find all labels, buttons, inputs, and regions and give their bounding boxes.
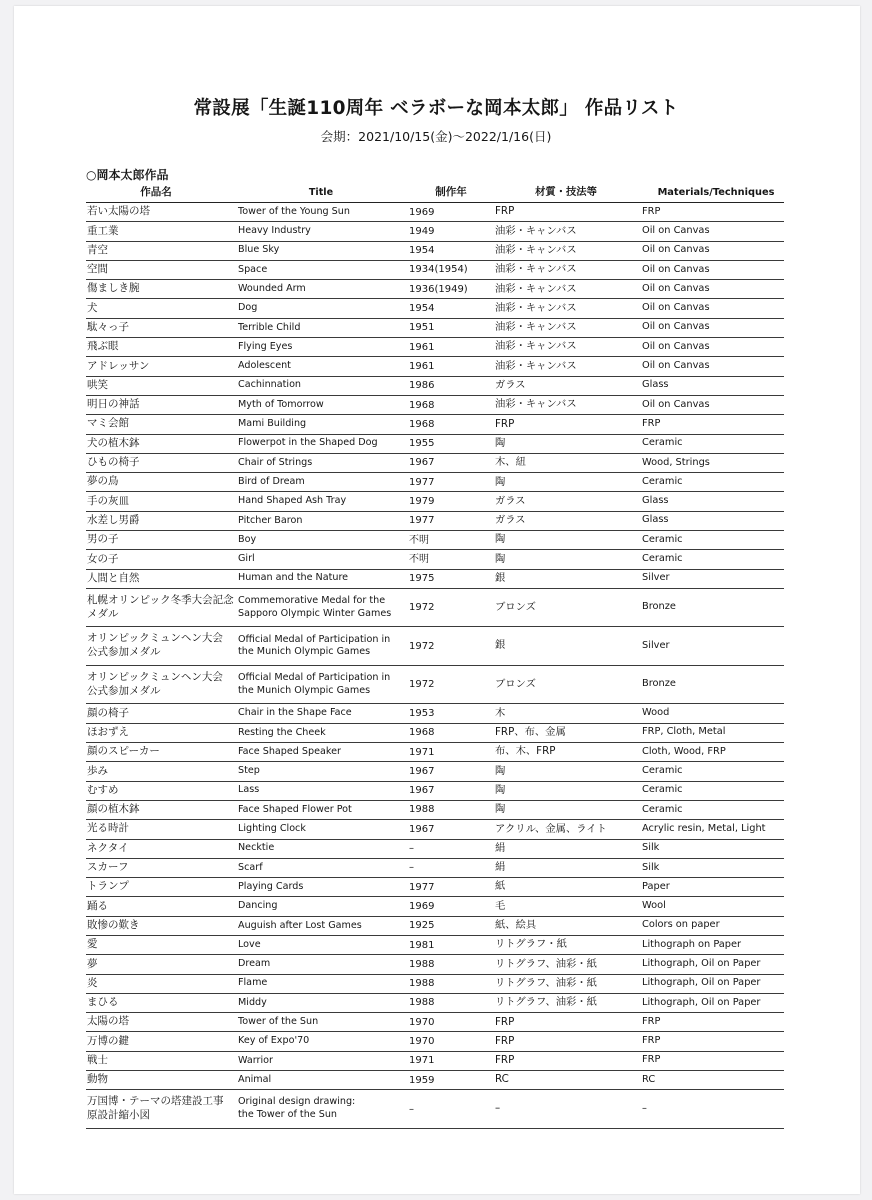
cell-title-en: Tower of the Sun [238, 1016, 319, 1027]
cell-material-en: Acrylic resin, Metal, Light [642, 822, 766, 834]
cell-title-ja: 戦士 [87, 1054, 108, 1066]
cell-title-ja: 夢の鳥 [87, 475, 119, 488]
cell-title-ja: 明日の神話 [87, 398, 140, 411]
cell-material-en: Silver [642, 639, 670, 651]
cell-material-ja: 油彩・キャンバス [495, 301, 577, 314]
table-row [86, 589, 784, 628]
cell-title-ja: 女の子 [87, 552, 119, 565]
cell-title-en: Middy [238, 996, 267, 1008]
cell-year: 1988 [409, 958, 435, 970]
cell-title-en: Lighting Clock [238, 823, 306, 835]
cell-material-ja: 紙、絵具 [495, 919, 537, 932]
cell-year: 1961 [409, 341, 435, 353]
cell-title-ja: 犬 [87, 301, 98, 314]
cell-title-ja: 光る時計 [87, 822, 129, 835]
cell-year: 1936(1949) [409, 283, 468, 295]
table-row [86, 473, 784, 492]
cell-material-en: Lithograph, Oil on Paper [642, 977, 761, 989]
cell-year: 1977 [409, 515, 435, 527]
cell-material-en: Oil on Canvas [642, 398, 710, 410]
cell-title-ja: マミ会館 [87, 417, 129, 430]
header-title-ja: 作品名 [140, 186, 172, 199]
table-row [86, 994, 784, 1013]
cell-title-en: Necktie [238, 842, 275, 854]
cell-title-en: Love [238, 938, 261, 950]
table-row [86, 319, 784, 338]
cell-title-ja: 若い太陽の塔 [87, 205, 150, 218]
cell-material-ja: 木、紐 [495, 456, 526, 469]
cell-material-en: FRP, Cloth, Metal [642, 726, 726, 738]
cell-title-ja: 顔のスピーカー [87, 745, 160, 758]
cell-year: 1953 [409, 707, 435, 719]
table-row [86, 531, 784, 550]
table-row [86, 570, 784, 589]
cell-material-en: Glass [642, 379, 669, 391]
table-row [86, 1090, 784, 1129]
cell-material-en: FRP [642, 1015, 661, 1027]
table-row [86, 415, 784, 434]
table-row [86, 975, 784, 994]
cell-material-en: Ceramic [642, 803, 683, 815]
table-row [86, 897, 784, 916]
cell-year: 1954 [409, 245, 435, 257]
cell-material-ja: 油彩・キャンバス [495, 321, 577, 334]
table-row [86, 859, 784, 878]
cell-material-ja: 陶 [495, 533, 506, 546]
cell-year: 1954 [409, 303, 435, 315]
header-material-ja: 材質・技法等 [535, 186, 597, 199]
cell-title-ja: オリンピックミュンヘン大会 公式参加メダル [87, 632, 223, 659]
cell-material-en: Wood [642, 707, 670, 719]
cell-title-en: Dream [238, 958, 271, 970]
cell-material-ja: 油彩・キャンバス [495, 243, 577, 256]
cell-title-en: Tower of the Young Sun [238, 205, 350, 217]
cell-title-en: Space [238, 263, 268, 275]
cell-title-en: Lass [238, 784, 260, 796]
cell-title-ja: 重工業 [87, 224, 119, 237]
cell-title-en: Face Shaped Flower Pot [238, 803, 352, 815]
cell-material-ja: 油彩・キャンバス [495, 398, 577, 411]
cell-material-ja: 毛 [495, 899, 506, 912]
cell-material-ja: 陶 [495, 475, 506, 488]
cell-material-en: FRP [642, 1054, 661, 1066]
header-year: 制作年 [435, 186, 467, 199]
cell-year: 1969 [409, 206, 435, 218]
table-row [86, 801, 784, 820]
cell-title-ja: 顔の椅子 [87, 706, 129, 719]
cell-title-ja: 男の子 [87, 533, 119, 546]
cell-title-en: Blue Sky [238, 244, 280, 256]
cell-title-ja: 飛ぶ眼 [87, 340, 119, 353]
cell-material-ja: 絹 [495, 841, 506, 854]
cell-material-en: Silk [642, 861, 660, 873]
cell-title-en: Boy [238, 533, 257, 545]
cell-material-ja: FRP、布、金属 [495, 726, 566, 739]
cell-material-en: Bronze [642, 678, 676, 690]
cell-title-ja: むすめ [87, 783, 119, 796]
cell-material-en: – [642, 1102, 647, 1114]
table-row [86, 492, 784, 511]
table-row [86, 261, 784, 280]
cell-title-ja: 万国博・テーマの塔建設工事 原設計縮小図 [87, 1095, 224, 1122]
cell-material-ja: 油彩・キャンバス [495, 224, 577, 237]
cell-material-ja: 絹 [495, 861, 506, 874]
cell-title-en: Mami Building [238, 418, 307, 430]
table-row [86, 666, 784, 705]
cell-title-en: Pitcher Baron [238, 514, 303, 526]
cell-material-ja: 陶 [495, 764, 506, 777]
cell-year: 1969 [409, 900, 435, 912]
table-row [86, 878, 784, 897]
cell-material-ja: リトグラフ・紙 [495, 938, 567, 951]
cell-year: 1968 [409, 399, 435, 411]
cell-material-ja: 布、木、FRP [495, 745, 556, 758]
table-row [86, 955, 784, 974]
cell-material-ja: FRP [495, 417, 515, 430]
cell-title-ja: 犬の植木鉢 [87, 436, 140, 449]
cell-title-ja: 顔の植木鉢 [87, 803, 140, 816]
cell-material-ja: 油彩・キャンバス [495, 359, 577, 372]
cell-title-en: Official Medal of Participation in the Munich Olympic Games [238, 672, 391, 696]
cell-material-en: FRP [642, 205, 661, 217]
cell-material-ja: 紙 [495, 880, 506, 893]
cell-title-en: Scarf [238, 861, 263, 873]
table-row [86, 299, 784, 318]
cell-title-en: Step [238, 765, 260, 777]
table-row [86, 627, 784, 666]
cell-year: – [409, 843, 414, 855]
cell-material-en: Oil on Canvas [642, 282, 710, 294]
cell-year: 1988 [409, 997, 435, 1009]
table-row [86, 743, 784, 762]
cell-title-en: Face Shaped Speaker [238, 745, 341, 757]
cell-year: 1968 [409, 727, 435, 739]
table-row [86, 242, 784, 261]
cell-material-ja: ガラス [495, 514, 526, 527]
table-row [86, 724, 784, 743]
cell-material-ja: リトグラフ、油彩・紙 [495, 996, 597, 1009]
table-row [86, 280, 784, 299]
cell-year: 1967 [409, 785, 435, 797]
cell-title-ja: 水差し男爵 [87, 513, 140, 526]
cell-year: 1959 [409, 1074, 435, 1086]
cell-material-ja: 銀 [495, 572, 506, 584]
cell-year: 1970 [409, 1016, 435, 1028]
table-row [86, 1032, 784, 1051]
cell-year: 1934(1954) [409, 264, 468, 276]
cell-year: 1949 [409, 225, 435, 237]
cell-title-en: Hand Shaped Ash Tray [238, 495, 347, 507]
cell-material-ja: リトグラフ、油彩・紙 [495, 976, 597, 989]
cell-material-ja: ブロンズ [495, 677, 536, 690]
cell-material-ja: 陶 [495, 803, 506, 816]
cell-material-en: Bronze [642, 601, 676, 613]
table-row [86, 704, 784, 723]
cell-material-en: Lithograph, Oil on Paper [642, 996, 761, 1008]
cell-material-ja: 木 [495, 706, 506, 719]
cell-year: 1988 [409, 978, 435, 990]
cell-material-en: Ceramic [642, 765, 683, 777]
cell-year: 1967 [409, 823, 435, 835]
cell-title-en: Adolescent [238, 360, 291, 372]
table-row [86, 203, 784, 222]
cell-year: 1968 [409, 418, 435, 430]
cell-year: 1972 [409, 602, 435, 614]
cell-title-ja: 動物 [87, 1073, 108, 1086]
cell-title-ja: 歩み [87, 764, 108, 777]
cell-year: 1986 [409, 380, 435, 392]
cell-material-en: Oil on Canvas [642, 360, 710, 372]
cell-year: 1967 [409, 765, 435, 777]
cell-material-ja: ガラス [495, 494, 526, 507]
cell-material-en: Ceramic [642, 553, 683, 565]
table-row [86, 435, 784, 454]
cell-title-en: Flying Eyes [238, 340, 293, 352]
cell-material-en: Ceramic [642, 784, 683, 796]
cell-title-ja: アドレッサン [87, 359, 150, 372]
cell-title-en: Official Medal of Participation in the Munich Olympic Games [238, 633, 391, 658]
cell-material-en: Glass [642, 514, 669, 526]
cell-year: 1979 [409, 496, 435, 507]
cell-title-en: Warrior [238, 1054, 273, 1066]
cell-year: 1977 [409, 476, 435, 488]
table-row [86, 782, 784, 801]
cell-year: 1971 [409, 1055, 435, 1067]
cell-material-ja: FRP [495, 1054, 515, 1067]
cell-title-en: Dog [238, 302, 258, 314]
cell-year: 1925 [409, 920, 435, 932]
cell-material-ja: – [495, 1102, 501, 1115]
cell-title-en: Commemorative Medal for the Sapporo Olympic Winter Games [238, 595, 392, 619]
cell-year: 1988 [409, 804, 435, 816]
cell-title-en: Dancing [238, 900, 278, 912]
cell-material-en: Ceramic [642, 533, 683, 545]
cell-material-ja: 油彩・キャンバス [495, 282, 577, 295]
cell-title-en: Human and the Nature [238, 572, 349, 584]
document-title: 常設展「生誕110周年 ベラボーな岡本太郎」 作品リスト [193, 98, 679, 119]
table-row [86, 820, 784, 839]
cell-title-ja: ひもの椅子 [87, 456, 140, 469]
cell-year: – [409, 862, 414, 874]
cell-material-ja: ガラス [495, 379, 526, 392]
cell-title-ja: 愛 [87, 938, 98, 951]
table-row [86, 762, 784, 781]
cell-material-ja: 銀 [495, 639, 506, 652]
cell-material-en: Colors on paper [642, 919, 720, 931]
cell-material-en: Paper [642, 880, 670, 892]
table-header [86, 184, 784, 203]
cell-year: 1975 [409, 573, 435, 585]
table-row [86, 1071, 784, 1090]
cell-title-ja: オリンピックミュンヘン大会 公式参加メダル [87, 670, 223, 697]
cell-title-ja: 人間と自然 [87, 571, 140, 584]
cell-material-ja: RC [495, 1073, 509, 1086]
cell-year: – [409, 1103, 414, 1115]
cell-material-ja: ブロンズ [495, 600, 536, 613]
cell-title-en: Heavy Industry [238, 225, 311, 237]
cell-year: 不明 [409, 553, 429, 565]
cell-title-en: Flame [238, 977, 268, 989]
cell-title-ja: 札幌オリンピック冬季大会記念 メダル [87, 593, 234, 620]
table-body [86, 203, 784, 1129]
section-heading: ○岡本太郎作品 [86, 168, 169, 182]
cell-year: 1972 [409, 640, 435, 652]
cell-title-ja: 青空 [87, 243, 108, 256]
cell-year: 1977 [409, 881, 435, 893]
cell-title-en: Terrible Child [238, 321, 301, 333]
cell-title-en: Animal [238, 1073, 272, 1085]
cell-title-ja: 夢 [87, 957, 98, 970]
cell-material-ja: 油彩・キャンバス [495, 340, 577, 353]
cell-material-ja: 油彩・キャンバス [495, 263, 577, 276]
cell-title-en: Auguish after Lost Games [238, 919, 362, 931]
cell-material-ja: 陶 [495, 436, 506, 449]
table-row [86, 840, 784, 859]
cell-title-en: Myth of Tomorrow [238, 398, 324, 410]
cell-title-en: Wounded Arm [238, 283, 306, 294]
cell-title-ja: トランプ [87, 880, 129, 893]
cell-year: 不明 [409, 534, 429, 546]
cell-title-ja: 手の灰皿 [87, 494, 129, 507]
cell-material-en: Oil on Canvas [642, 244, 710, 256]
cell-material-en: Ceramic [642, 437, 683, 449]
cell-material-en: RC [642, 1073, 656, 1085]
cell-material-ja: FRP [495, 1015, 515, 1028]
table-row [86, 1052, 784, 1071]
table-row [86, 338, 784, 357]
cell-title-ja: 傷ましき腕 [87, 282, 140, 295]
table-row [86, 1013, 784, 1032]
cell-title-en: Playing Cards [238, 880, 304, 892]
cell-material-en: Cloth, Wood, FRP [642, 745, 726, 757]
cell-material-en: FRP [642, 1035, 661, 1047]
cell-title-en: Key of Expo'70 [238, 1035, 310, 1047]
cell-year: 1955 [409, 438, 435, 450]
cell-material-en: Wood, Strings [642, 456, 710, 468]
table-row [86, 396, 784, 415]
cell-material-en: Lithograph, Oil on Paper [642, 957, 761, 969]
cell-material-ja: 陶 [495, 552, 506, 565]
cell-material-en: Oil on Canvas [642, 302, 710, 314]
cell-title-en: Cachinnation [238, 379, 302, 391]
cell-year: 1951 [409, 322, 435, 334]
cell-title-en: Girl [238, 553, 255, 565]
cell-title-ja: 敗惨の歎き [87, 918, 140, 931]
cell-year: 1967 [409, 457, 435, 469]
cell-title-ja: 炎 [87, 976, 98, 989]
table-row [86, 917, 784, 936]
table-row [86, 512, 784, 531]
cell-material-ja: リトグラフ、油彩・紙 [495, 957, 597, 970]
table-row [86, 454, 784, 473]
cell-title-en: Original design drawing: the Tower of the Sun [238, 1096, 356, 1121]
cell-title-ja: 空間 [87, 263, 108, 276]
cell-title-en: Chair of Strings [238, 456, 313, 468]
cell-title-ja: 万博の鍵 [87, 1034, 129, 1047]
cell-title-ja: 踊る [87, 899, 108, 912]
cell-title-ja: 駄々っ子 [87, 321, 129, 333]
header-material-en: Materials/Techniques [657, 186, 775, 198]
cell-title-ja: ほおずえ [87, 725, 129, 738]
cell-material-ja: FRP [495, 1034, 515, 1047]
cell-material-en: Oil on Canvas [642, 340, 710, 352]
cell-title-en: Chair in the Shape Face [238, 707, 352, 719]
cell-material-en: Wool [642, 900, 666, 912]
cell-material-ja: FRP [495, 205, 515, 218]
cell-material-en: Oil on Canvas [642, 263, 710, 275]
cell-title-en: Flowerpot in the Shaped Dog [238, 437, 378, 449]
table-row [86, 222, 784, 241]
table-row [86, 377, 784, 396]
cell-material-en: Silk [642, 842, 660, 854]
cell-title-ja: 太陽の塔 [87, 1015, 129, 1028]
cell-material-en: Glass [642, 495, 669, 507]
cell-year: 1981 [409, 939, 435, 951]
cell-title-en: Resting the Cheek [238, 726, 326, 738]
cell-material-en: Ceramic [642, 475, 683, 487]
header-title-en: Title [308, 186, 334, 198]
cell-title-ja: ネクタイ [87, 841, 129, 854]
cell-material-ja: アクリル、金属、ライト [495, 822, 607, 835]
table-row [86, 936, 784, 955]
cell-title-ja: スカーフ [87, 861, 129, 874]
cell-year: 1972 [409, 679, 435, 691]
cell-title-en: Bird of Dream [238, 475, 305, 487]
artwork-table [86, 184, 784, 1129]
cell-material-en: Oil on Canvas [642, 224, 710, 236]
exhibition-period: 会期：2021/10/15(金)〜2022/1/16(日) [320, 129, 552, 144]
cell-material-en: Oil on Canvas [642, 321, 710, 333]
table-row [86, 357, 784, 376]
cell-material-en: FRP [642, 417, 661, 429]
cell-year: 1970 [409, 1036, 435, 1048]
cell-year: 1971 [409, 746, 435, 758]
cell-material-en: Lithograph on Paper [642, 938, 742, 950]
cell-title-ja: まひる [87, 996, 119, 1009]
cell-material-ja: 陶 [495, 783, 506, 796]
cell-material-en: Silver [642, 572, 670, 584]
table-row [86, 550, 784, 569]
cell-title-ja: 哄笑 [87, 378, 108, 391]
cell-year: 1961 [409, 360, 435, 372]
